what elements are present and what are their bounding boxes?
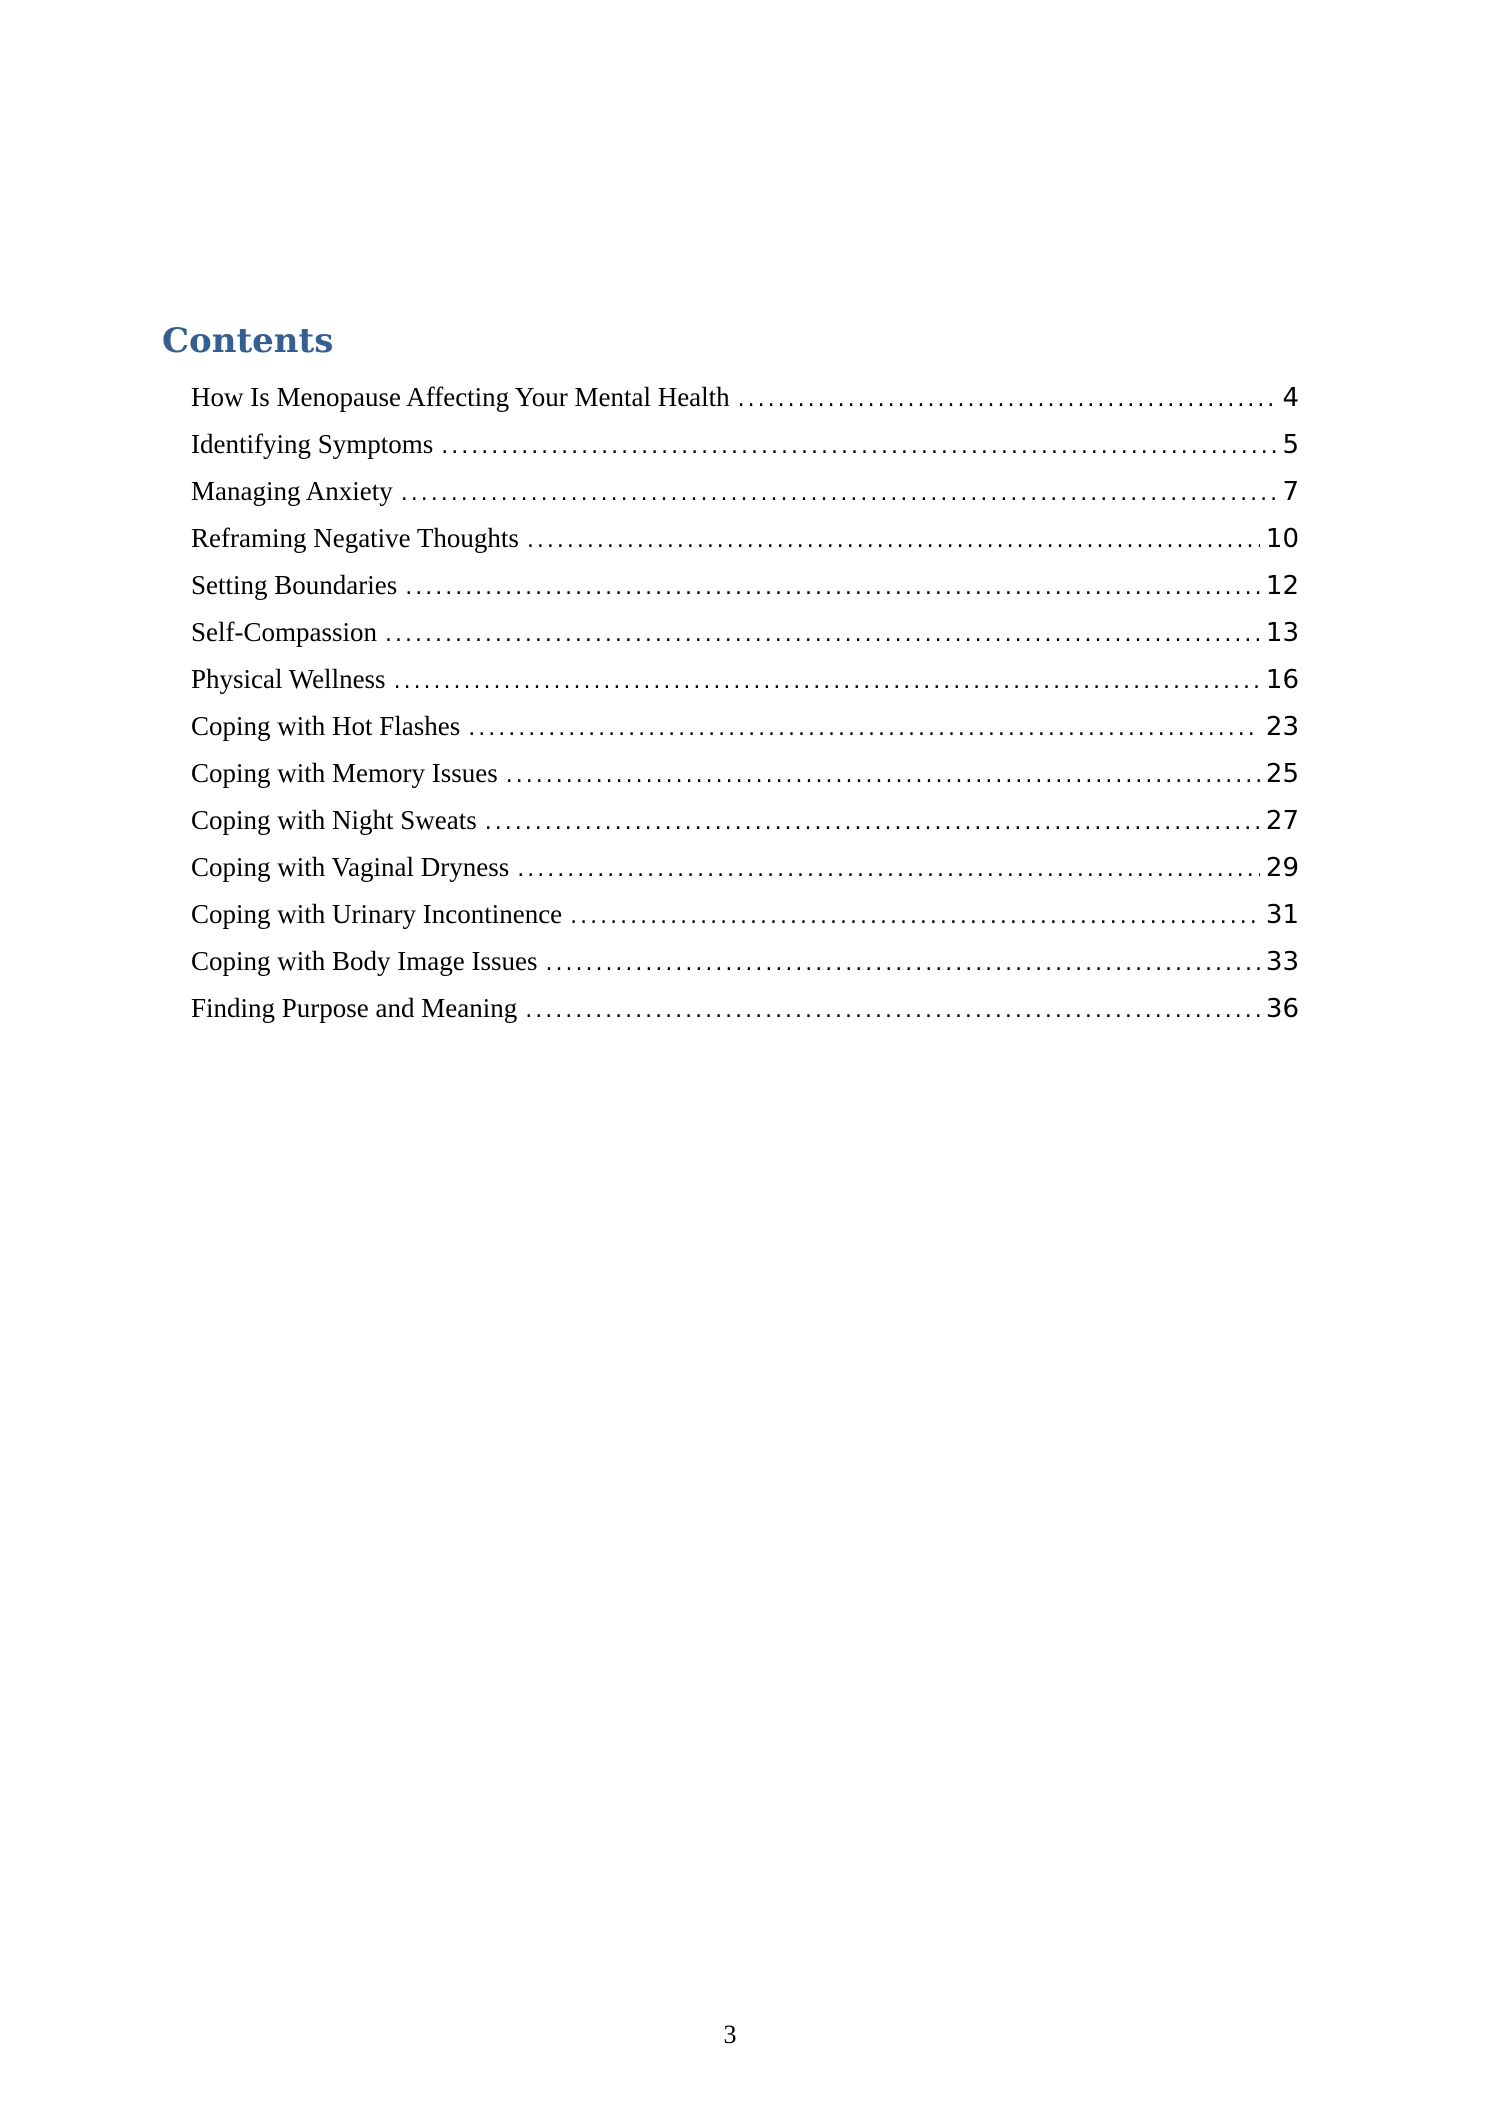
toc-entry-page: 12 — [1265, 571, 1299, 601]
toc-dot-leader — [517, 846, 1260, 893]
toc-dot-leader — [738, 376, 1277, 423]
toc-entry-self-compassion[interactable] — [191, 609, 1299, 656]
toc-dot-leader — [405, 564, 1260, 611]
toc-entry-title: How Is Menopause Affecting Your Mental Health — [191, 382, 730, 412]
toc-entry-title: Coping with Memory Issues — [191, 758, 498, 788]
toc-entry-title: Finding Purpose and Meaning — [191, 993, 518, 1023]
toc-entry-managing-anxiety[interactable] — [191, 468, 1299, 515]
toc-entry-page: 29 — [1265, 853, 1299, 883]
toc-entry-title: Reframing Negative Thoughts — [191, 523, 519, 553]
toc-entry-page: 10 — [1265, 524, 1299, 554]
toc-entry-page: 33 — [1265, 947, 1299, 977]
toc-entry-vaginal-dryness[interactable] — [191, 844, 1299, 891]
toc-dot-leader — [385, 611, 1260, 658]
toc-dot-leader — [570, 893, 1260, 940]
toc-dot-leader — [485, 799, 1260, 846]
toc-entry-title: Coping with Night Sweats — [191, 805, 477, 835]
toc-entry-purpose-and-meaning[interactable] — [191, 985, 1299, 1032]
toc-entry-setting-boundaries[interactable] — [191, 562, 1299, 609]
toc-heading: Contents — [162, 321, 334, 361]
toc-entry-hot-flashes[interactable] — [191, 703, 1299, 750]
toc-entry-urinary-incontinence[interactable] — [191, 891, 1299, 938]
toc-entry-physical-wellness[interactable] — [191, 656, 1299, 703]
toc-entry-mental-health[interactable] — [191, 374, 1299, 421]
toc-dot-leader — [468, 705, 1260, 752]
toc-dot-leader — [394, 658, 1260, 705]
toc-entry-title: Identifying Symptoms — [191, 429, 434, 459]
toc-entry-memory-issues[interactable] — [191, 750, 1299, 797]
toc-dot-leader — [525, 987, 1260, 1034]
page-number: 3 — [723, 2020, 737, 2049]
toc-entry-title: Coping with Body Image Issues — [191, 946, 538, 976]
toc-entry-page: 25 — [1265, 759, 1299, 789]
toc-entry-body-image-issues[interactable] — [191, 938, 1299, 985]
toc-dot-leader — [401, 470, 1277, 517]
toc-entry-page: 31 — [1265, 900, 1299, 930]
toc-entry-title: Physical Wellness — [191, 664, 386, 694]
toc-entry-page: 5 — [1282, 430, 1299, 460]
toc-entry-title: Managing Anxiety — [191, 476, 393, 506]
toc-entry-night-sweats[interactable] — [191, 797, 1299, 844]
toc-entry-title: Self-Compassion — [191, 617, 377, 647]
toc-entry-page: 23 — [1265, 712, 1299, 742]
toc-list — [162, 374, 1299, 1032]
toc-dot-leader — [545, 940, 1259, 987]
toc-entry-identifying-symptoms[interactable] — [191, 421, 1299, 468]
toc-dot-leader — [441, 423, 1276, 470]
toc-entry-page: 13 — [1265, 618, 1299, 648]
toc-entry-title: Setting Boundaries — [191, 570, 398, 600]
toc-dot-leader — [506, 752, 1260, 799]
toc-entry-title: Coping with Hot Flashes — [191, 711, 461, 741]
toc-entry-page: 4 — [1282, 383, 1299, 413]
toc-entry-page: 27 — [1265, 806, 1299, 836]
toc-entry-title: Coping with Vaginal Dryness — [191, 852, 510, 882]
toc-dot-leader — [527, 517, 1260, 564]
toc-entry-page: 16 — [1265, 665, 1299, 695]
toc-entry-page: 36 — [1265, 994, 1299, 1024]
toc-entry-reframing-negative-thoughts[interactable] — [191, 515, 1299, 562]
toc-entry-title: Coping with Urinary Incontinence — [191, 899, 563, 929]
toc-entry-page: 7 — [1282, 477, 1299, 507]
table-of-contents — [162, 318, 1299, 1032]
